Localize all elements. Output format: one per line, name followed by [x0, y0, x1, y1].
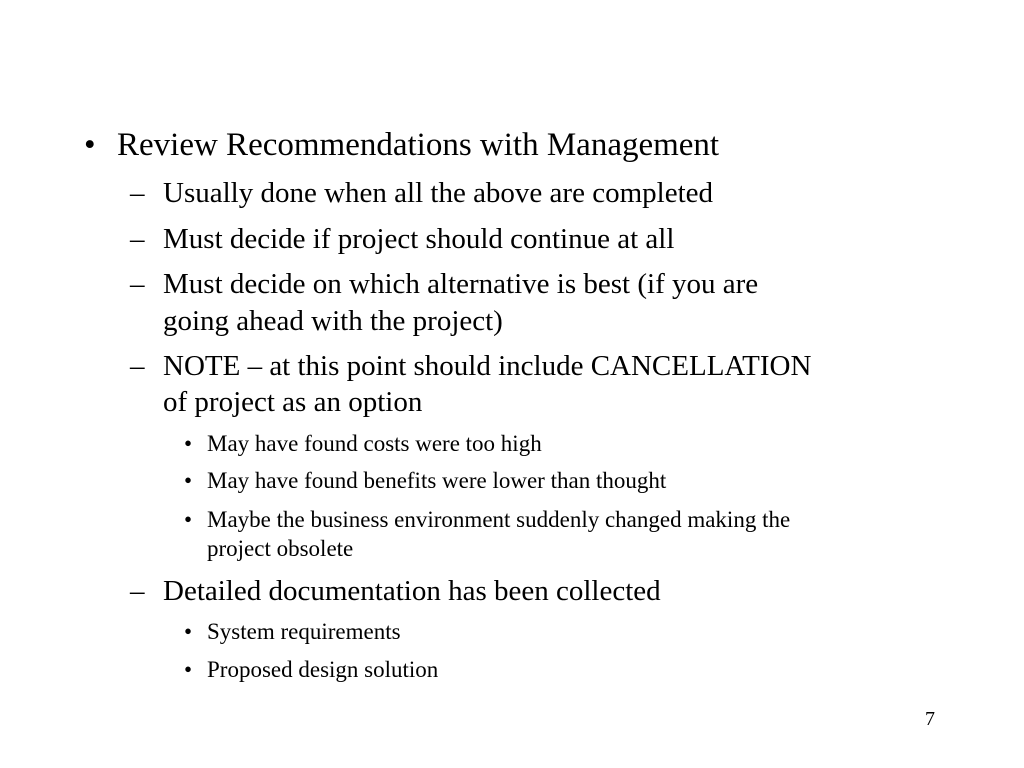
sub-sub-bullet: Proposed design solution [207, 657, 439, 682]
sub-bullet: Detailed documentation has been collected [163, 575, 661, 607]
bullet-marker: • [184, 619, 193, 644]
bullet-marker: • [184, 468, 193, 493]
bullet-marker: • [184, 657, 193, 682]
bullet-marker: • [184, 431, 193, 456]
sub-bullet: Must decide on which alternative is best (if you are [163, 268, 759, 300]
dash-marker: – [130, 223, 145, 255]
page-number: 7 [925, 708, 935, 730]
sub-sub-bullet-continuation: project obsolete [207, 536, 354, 561]
dash-marker: – [130, 575, 145, 607]
dash-marker: – [130, 268, 145, 300]
sub-bullet-continuation: going ahead with the project) [163, 305, 503, 337]
dash-marker: – [130, 350, 145, 382]
sub-sub-bullet: May have found costs were too high [207, 431, 542, 456]
sub-bullet: NOTE – at this point should include CANCELLATION [163, 350, 812, 382]
sub-sub-bullet: Maybe the business environment suddenly changed making the [207, 507, 791, 532]
sub-bullet: Usually done when all the above are completed [163, 177, 713, 209]
sub-bullet-continuation: of project as an option [163, 386, 423, 418]
dash-marker: – [130, 177, 145, 209]
sub-sub-bullet: May have found benefits were lower than thought [207, 468, 667, 493]
bullet-marker: • [84, 127, 96, 163]
sub-bullet: Must decide if project should continue at all [163, 223, 675, 255]
bullet-marker: • [184, 507, 193, 532]
bullet-heading: Review Recommendations with Management [117, 127, 720, 163]
sub-sub-bullet: System requirements [207, 619, 401, 644]
